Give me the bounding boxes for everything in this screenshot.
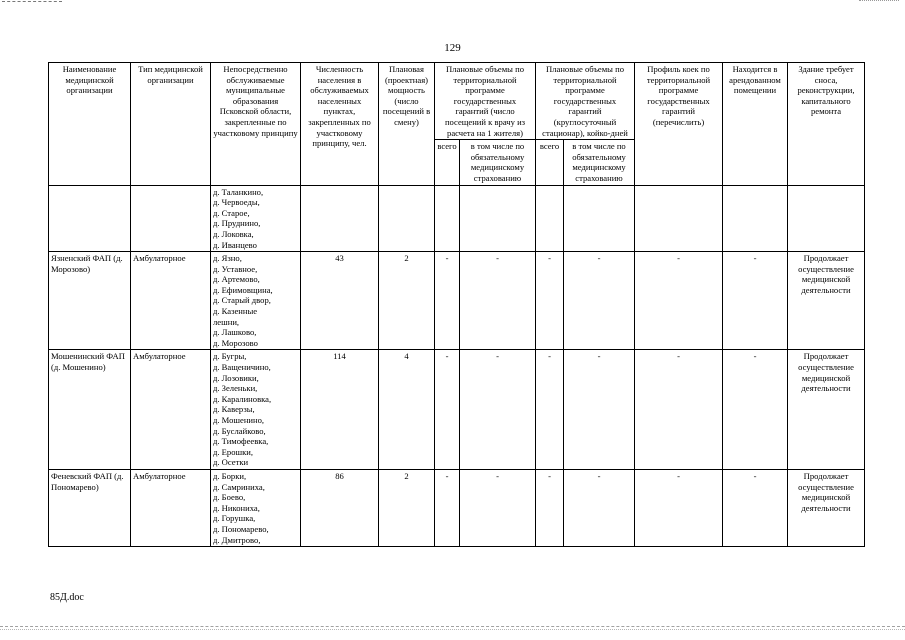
inpatient-total-cell: -: [536, 252, 564, 350]
settlement-item: д. Каверзы,: [213, 404, 255, 415]
header-capacity: Плановая (проектная) мощность (число посещений в смену): [379, 63, 435, 186]
document-filename: 85Д.doc: [50, 592, 84, 603]
header-type: Тип медицинской организации: [131, 63, 211, 186]
settlement-item: д. Борки,: [213, 470, 247, 481]
bed-profile-cell: [635, 185, 723, 252]
settlement-item: д. Зеленьки,: [213, 383, 258, 394]
settlement-item: д. Лозовики,: [213, 372, 259, 383]
header-inpatient-oms: в том числе по обязательному медицинскому страхованию: [564, 140, 635, 185]
settlement-item: д. Боево,: [213, 492, 246, 503]
rented-cell: -: [723, 469, 788, 546]
header-bed-profile: Профиль коек по территориальной программе государственных гарантий (перечислить): [635, 63, 723, 186]
settlement-item: д. Старое,: [213, 207, 250, 218]
settlements-cell: [211, 469, 301, 546]
settlement-item: д. Пруднино,: [213, 218, 261, 229]
inpatient-total-cell: [536, 185, 564, 252]
outpatient-total-cell: -: [435, 252, 460, 350]
header-outpatient-volume: Плановые объемы по территориальной программе государственных гарантий (число посещений к врачу из расчета на 1 жителя): [435, 63, 536, 140]
org-name-cell: [49, 185, 131, 252]
building-status-cell: [788, 185, 865, 252]
population-cell: [301, 185, 379, 252]
capacity-cell: 4: [379, 350, 435, 470]
table-row: [49, 350, 865, 470]
org-type-cell: [131, 185, 211, 252]
header-outpatient-oms: в том числе по обязательному медицинскому страхованию: [460, 140, 536, 185]
building-status-cell: Продолжает осуществление медицинской деятельности: [788, 252, 865, 350]
settlement-item: д. Самриниха,: [213, 481, 265, 492]
settlement-item: д. Буслайково,: [213, 425, 266, 436]
outpatient-total-cell: [435, 185, 460, 252]
settlement-item: д. Язно,: [213, 253, 242, 264]
settlement-item: д. Дмитрово,: [213, 534, 261, 545]
settlement-item: д. Бугры,: [213, 351, 247, 362]
settlement-item: д. Никониха,: [213, 502, 260, 513]
outpatient-oms-cell: -: [460, 252, 536, 350]
settlement-item: д. Иванцево: [213, 239, 257, 250]
org-type-cell: Амбулаторное: [131, 350, 211, 470]
settlement-item: д. Осетки: [213, 457, 249, 468]
scan-artifact-bottom-dotted: [0, 629, 905, 630]
settlement-item: д. Лашково,: [213, 327, 257, 338]
settlement-item: д. Червоеды,: [213, 197, 260, 208]
outpatient-oms-cell: -: [460, 350, 536, 470]
header-building: Здание требует сноса, реконструкции, капитального ремонта: [788, 63, 865, 186]
table-row: [49, 252, 865, 350]
header-served-areas: Непосредственно обслуживаемые муниципальные образования Псковской области, закрепленные по участковому принципу: [211, 63, 301, 186]
settlement-item: д. Ерошки,: [213, 446, 254, 457]
header-inpatient-total: всего: [536, 140, 564, 185]
building-status-cell: Продолжает осуществление медицинской деятельности: [788, 350, 865, 470]
header-name: Наименование медицинской организации: [49, 63, 131, 186]
settlement-item: д. Ефимовщина,: [213, 284, 273, 295]
settlement-item: д. Горушка,: [213, 513, 256, 524]
settlement-item: д. Мошенино,: [213, 415, 265, 425]
table-row: [49, 185, 865, 252]
inpatient-oms-cell: -: [564, 469, 635, 546]
outpatient-oms-cell: [460, 185, 536, 252]
org-name-cell: Феневский ФАП (д. Пономарево): [49, 469, 131, 546]
settlement-item: лешни,: [213, 316, 240, 327]
capacity-cell: 2: [379, 252, 435, 350]
settlement-item: д. Казенные: [213, 306, 258, 317]
table-body: [49, 185, 865, 547]
bed-profile-cell: -: [635, 469, 723, 546]
building-status-cell: Продолжает осуществление медицинской деятельности: [788, 469, 865, 546]
inpatient-total-cell: -: [536, 469, 564, 546]
settlement-item: д. Локовка,: [213, 228, 254, 239]
org-type-cell: Амбулаторное: [131, 469, 211, 546]
settlement-item: д. Таланкино,: [213, 186, 264, 197]
settlement-item: д. Морозово: [213, 337, 258, 348]
table-row: [49, 469, 865, 546]
scan-artifact-bottom: [0, 626, 905, 627]
settlement-item: д. Ващеничино,: [213, 362, 271, 373]
settlement-item: д. Пономарево,: [213, 523, 269, 534]
population-cell: 114: [301, 350, 379, 470]
settlements-cell: [211, 350, 301, 470]
rented-cell: -: [723, 350, 788, 470]
settlement-item: д. Уставное,: [213, 263, 258, 274]
inpatient-total-cell: -: [536, 350, 564, 470]
scan-artifact-top-right: [859, 0, 899, 1]
inpatient-oms-cell: -: [564, 252, 635, 350]
settlement-item: д. Старый двор,: [213, 295, 271, 306]
settlement-item: д. Каралиновка,: [213, 393, 272, 404]
outpatient-total-cell: -: [435, 350, 460, 470]
capacity-cell: 2: [379, 469, 435, 546]
header-inpatient-volume: Плановые объемы по территориальной программе государственных гарантий (круглосуточный стационар), койко-дней: [536, 63, 635, 140]
outpatient-oms-cell: -: [460, 469, 536, 546]
inpatient-oms-cell: [564, 185, 635, 252]
org-name-cell: Язненский ФАП (д. Морозово): [49, 252, 131, 350]
header-population: Численность населения в обслуживаемых населенных пунктах, закрепленных по участковому принципу, чел.: [301, 63, 379, 186]
org-type-cell: Амбулаторное: [131, 252, 211, 350]
bed-profile-cell: -: [635, 350, 723, 470]
page-number: 129: [444, 42, 461, 54]
org-name-cell: Мошенинский ФАП (д. Мошенино): [49, 350, 131, 470]
medical-organizations-table: [48, 62, 865, 547]
outpatient-total-cell: -: [435, 469, 460, 546]
table-header: [49, 63, 865, 186]
settlements-cell: [211, 185, 301, 252]
inpatient-oms-cell: -: [564, 350, 635, 470]
settlement-item: д. Тимофеевка,: [213, 436, 269, 447]
header-rented: Находится в арендованном помещении: [723, 63, 788, 186]
bed-profile-cell: -: [635, 252, 723, 350]
settlements-cell: [211, 252, 301, 350]
population-cell: 43: [301, 252, 379, 350]
settlement-item: д. Артемово,: [213, 274, 260, 285]
rented-cell: [723, 185, 788, 252]
scan-artifact-top-left: [2, 1, 62, 2]
header-outpatient-total: всего: [435, 140, 460, 185]
capacity-cell: [379, 185, 435, 252]
rented-cell: -: [723, 252, 788, 350]
population-cell: 86: [301, 469, 379, 546]
